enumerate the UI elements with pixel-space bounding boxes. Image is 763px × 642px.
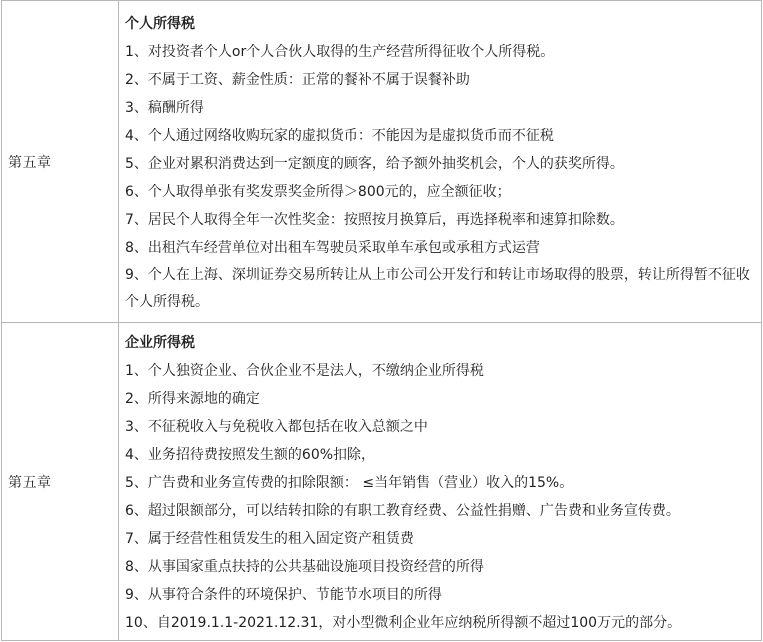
list-item: 1、对投资者个人or个人合伙人取得的生产经营所得征收个人所得税。 [125,43,555,60]
chapter-label: 第五章 [8,154,52,171]
tax-notes-table [1,0,762,641]
chapter-cell [2,1,119,323]
list-item: 5、广告费和业务宣传费的扣除限额： ≤当年销售（营业）收入的15%。 [125,474,574,491]
content-cell [119,323,762,641]
list-item: 8、从事国家重点扶持的公共基础设施项目投资经营的所得 [125,558,484,575]
content-cell [119,1,762,323]
chapter-cell [2,323,119,641]
chapter-label: 第五章 [8,474,52,491]
list-item: 1、个人独资企业、合伙企业不是法人，不缴纳企业所得税 [125,362,484,379]
list-item: 4、业务招待费按照发生额的60%扣除， [125,446,376,463]
list-item: 9、从事符合条件的环境保护、节能节水项目的所得 [125,586,442,603]
table-row [2,323,762,641]
list-item: 5、企业对累积消费达到一定额度的顾客，给予额外抽奖机会，个人的获奖所得。 [125,155,624,172]
list-item: 9、个人在上海、深圳证券交易所转让从上市公司公开发行和转让市场取得的股票，转让所得暂不征收个人所得税。 [125,266,750,310]
list-item: 3、稿酬所得 [125,99,204,116]
list-item: 6、个人取得单张有奖发票奖金所得＞800元的，应全额征收； [125,183,511,200]
list-item: 8、出租汽车经营单位对出租车驾驶员采取单车承包或承租方式运营 [125,239,540,256]
list-item: 10、自2019.1.1-2021.12.31，对小型微利企业年应纳税所得额不超过100万元的部分。 [125,614,682,631]
section-title: 企业所得税 [125,334,195,351]
table-row [2,1,762,323]
list-item: 4、个人通过网络收购玩家的虚拟货币：不能因为是虚拟货币而不征税 [125,127,554,144]
list-item: 2、不属于工资、薪金性质：正常的餐补不属于误餐补助 [125,71,470,88]
list-item: 3、不征税收入与免税收入都包括在收入总额之中 [125,418,428,435]
list-item: 7、属于经营性租赁发生的租入固定资产租赁费 [125,530,414,547]
list-item: 6、超过限额部分，可以结转扣除的有职工教育经费、公益性捐赠、广告费和业务宣传费。 [125,502,680,519]
list-item: 7、居民个人取得全年一次性奖金：按照按月换算后，再选择税率和速算扣除数。 [125,211,624,228]
section-title: 个人所得税 [125,15,195,32]
list-item: 2、所得来源地的确定 [125,390,260,407]
